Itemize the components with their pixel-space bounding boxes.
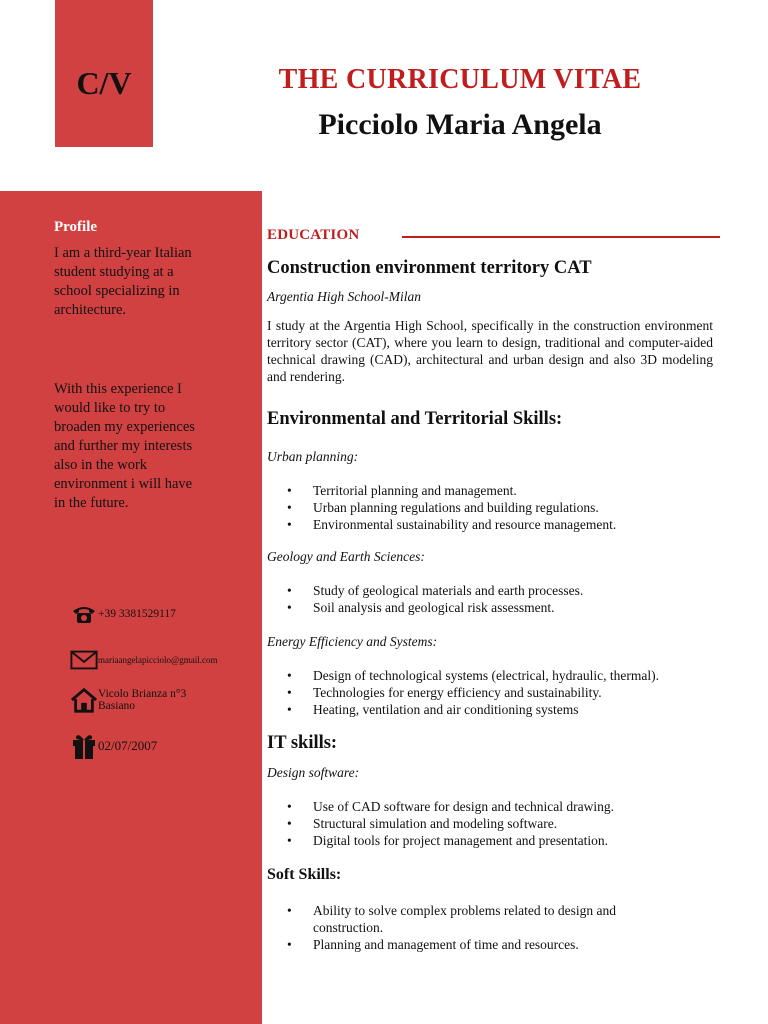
email-address[interactable]: mariaangelapicciolo@gmail.com [98, 655, 218, 665]
energy-subheading: Energy Efficiency and Systems: [267, 634, 438, 649]
phone-icon [70, 602, 98, 626]
candidate-name: Picciolo Maria Angela [318, 108, 602, 141]
contact-phone [70, 602, 176, 626]
list-item: • Ability to solve complex problems related to design and construction. [267, 902, 687, 936]
list-item: • Territorial planning and management. [267, 482, 713, 499]
phone-number: +39 3381529117 [98, 608, 176, 620]
school-name: Argentia High School-Milan [267, 289, 421, 304]
home-icon [70, 688, 98, 712]
list-item: • Soil analysis and geological risk assessment. [267, 599, 713, 616]
address-line-1: Vicolo Brianza n°3 [98, 688, 187, 700]
geology-subheading: Geology and Earth Sciences: [267, 549, 425, 564]
energy-list [267, 667, 713, 718]
contact-address [70, 688, 186, 712]
mail-icon [70, 648, 98, 672]
list-item: • Digital tools for project management and presentation. [267, 832, 713, 849]
list-item: • Environmental sustainability and resource management. [267, 516, 713, 533]
soft-skills-list [267, 902, 687, 953]
design-software-subheading: Design software: [267, 765, 360, 780]
env-skills-heading: Environmental and Territorial Skills: [267, 409, 563, 429]
document-title: THE CURRICULUM VITAE [278, 64, 642, 95]
education-heading: EDUCATION [267, 227, 360, 243]
list-item: • Heating, ventilation and air conditioning systems [267, 701, 713, 718]
list-item: • Planning and management of time and resources. [267, 936, 687, 953]
cv-badge-text: C/V [76, 65, 132, 101]
it-skills-list [267, 798, 713, 849]
cv-badge [55, 0, 153, 147]
list-item: • Design of technological systems (electrical, hydraulic, thermal). [267, 667, 713, 684]
list-item: • Structural simulation and modeling software. [267, 815, 713, 832]
contact-email [70, 648, 218, 672]
profile-paragraph-2: With this experience I would like to try to broaden my experiences and further my interests also in the work environment i will have in the future. [54, 381, 195, 511]
birth-date: 02/07/2007 [98, 738, 158, 753]
it-skills-heading: IT skills: [267, 733, 338, 753]
education-description: I study at the Argentia High School, specifically in the construction environment territory sector (CAT), where you learn to design, traditional and computer-aided technical drawing (CAD), architectural and urban design and also 3D modeling and rendering. [267, 318, 713, 384]
gift-icon [70, 734, 98, 758]
education-divider [402, 236, 720, 238]
profile-paragraph-1: I am a third-year Italian student studying at a school specializing in architecture. [54, 245, 192, 318]
urban-planning-subheading: Urban planning: [267, 449, 359, 464]
list-item: • Study of geological materials and earth processes. [267, 582, 713, 599]
geology-list [267, 582, 713, 616]
urban-planning-list [267, 482, 713, 533]
address [98, 688, 186, 712]
list-item: • Urban planning regulations and building regulations. [267, 499, 713, 516]
list-item: • Technologies for energy efficiency and sustainability. [267, 684, 713, 701]
contact-birthdate [70, 734, 157, 758]
address-line-2: Basiano [98, 700, 136, 712]
list-item: • Use of CAD software for design and technical drawing. [267, 798, 713, 815]
profile-heading: Profile [54, 219, 98, 235]
soft-skills-heading: Soft Skills: [267, 866, 342, 883]
course-title: Construction environment territory CAT [267, 258, 592, 278]
